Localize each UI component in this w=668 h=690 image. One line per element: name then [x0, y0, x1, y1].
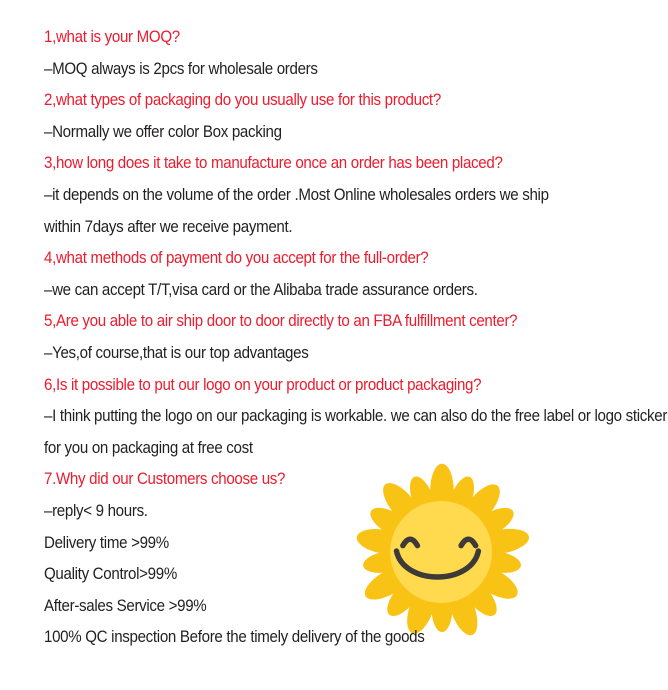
- faq-question-line: 3,how long does it take to manufacture once an order has been placed?: [44, 153, 503, 173]
- faq-answer-line: –we can accept T/T,visa card or the Alibaba trade assurance orders.: [44, 279, 478, 299]
- faq-text-block: [44, 21, 667, 653]
- faq-question-line: 5,Are you able to air ship door to door directly to an FBA fulfillment center?: [44, 311, 518, 331]
- faq-answer-line: Delivery time >99%: [44, 532, 169, 552]
- faq-answer-line: –Yes,of course,that is our top advantages: [44, 342, 309, 362]
- faq-answer-line: Quality Control>99%: [44, 564, 177, 584]
- faq-question-line: 6,Is it possible to put our logo on your product or product packaging?: [44, 374, 482, 394]
- faq-question-line: 2,what types of packaging do you usually use for this product?: [44, 90, 441, 110]
- faq-answer-line: –Normally we offer color Box packing: [44, 121, 282, 141]
- faq-answer-line: 100% QC inspection Before the timely delivery of the goods: [44, 627, 425, 647]
- faq-answer-line: for you on packaging at free cost: [44, 437, 253, 457]
- faq-answer-line: –reply< 9 hours.: [44, 500, 148, 520]
- faq-question-line: 7.Why did our Customers choose us?: [44, 469, 286, 489]
- faq-answer-line: within 7days after we receive payment.: [44, 216, 293, 236]
- faq-answer-line: –it depends on the volume of the order .Most Online wholesales orders we ship: [44, 184, 549, 204]
- faq-answer-line: –I think putting the logo on our packaging is workable. we can also do the free label or logo sticker: [44, 406, 668, 426]
- faq-question-line: 4,what methods of payment do you accept for the full-order?: [44, 248, 429, 268]
- faq-question-line: 1,what is your MOQ?: [44, 27, 180, 46]
- faq-answer-line: After-sales Service >99%: [44, 595, 207, 615]
- faq-answer-line: –MOQ always is 2pcs for wholesale orders: [44, 58, 318, 78]
